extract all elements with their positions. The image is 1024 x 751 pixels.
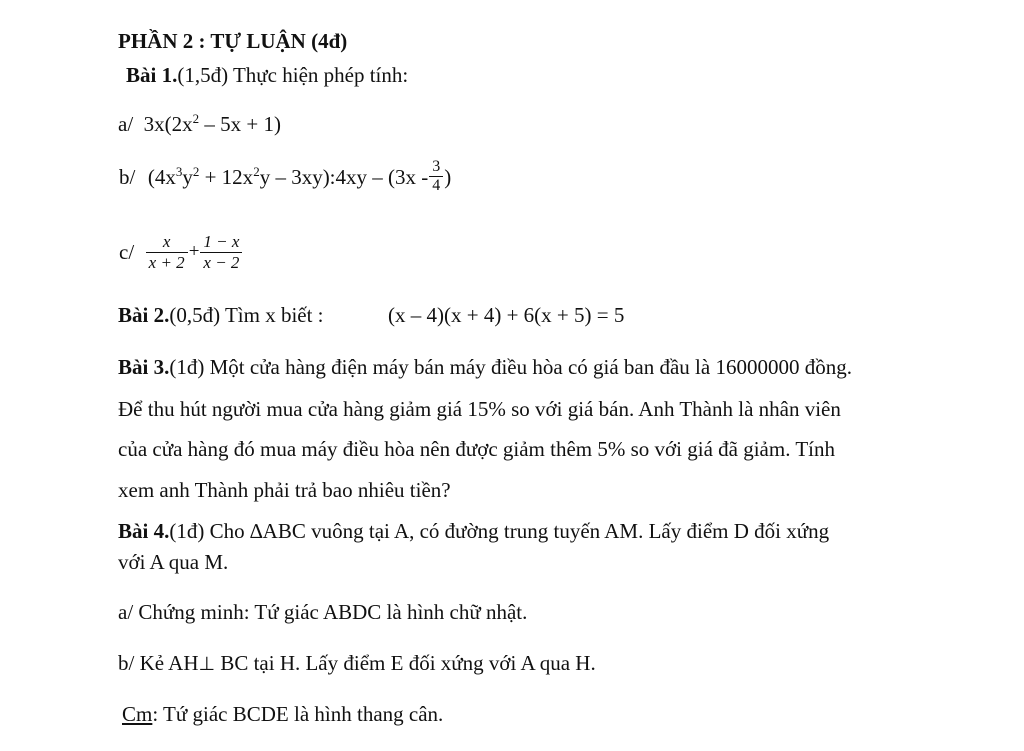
bai3-line4-text: xem anh Thành phải trả bao nhiêu tiền? <box>118 478 451 502</box>
bai3-line-2 <box>118 397 841 421</box>
bai1-heading <box>126 63 408 87</box>
bai4-a-text: a/ Chứng minh: Tứ giác ABDC là hình chữ nhật. <box>118 600 528 624</box>
bai1-c-label: c/ <box>119 239 135 264</box>
bai4-cm-text: : Tứ giác BCDE là hình thang cân. <box>152 702 444 726</box>
bai1-b-p4: y – 3xy):4xy – (3x - <box>259 164 429 189</box>
bai1-a-expr-end: – 5x + 1) <box>199 112 281 136</box>
bai3-line1-text: (1đ) Một cửa hàng điện máy bán máy điều hòa có giá ban đầu là 16000000 đồng. <box>169 355 852 379</box>
bai1-b-p5: ) <box>444 164 452 189</box>
bai1-b-label: b/ <box>119 164 136 189</box>
bai4-line2-text: với A qua M. <box>118 550 229 574</box>
bai1-b <box>118 158 452 196</box>
bai4-label: Bài 4. <box>118 519 170 543</box>
bai1-c-fraction-2 <box>200 232 242 272</box>
bai2-label: Bài 2. <box>118 303 170 327</box>
bai1-a-expr-start: 3x(2x <box>143 112 193 136</box>
bai2-equation <box>388 303 624 327</box>
bai1-b-p1: (4x <box>147 164 176 189</box>
bai1-a-exp: 2 <box>192 111 200 126</box>
bai1-points: (1,5đ) Thực hiện phép tính: <box>177 63 409 87</box>
bai1-a <box>118 112 281 136</box>
bai1-c-f1-num: x <box>162 232 171 251</box>
bai3-line2-text: Để thu hút người mua cửa hàng giảm giá 15% so với giá bán. Anh Thành là nhân viên <box>118 397 841 421</box>
bai4-cm-label: Cm <box>122 702 153 726</box>
bai4-line-1 <box>118 519 829 543</box>
bai4-line-2 <box>118 550 228 574</box>
bai1-b-frac-den: 4 <box>429 176 443 195</box>
bai1-label: Bài 1. <box>126 63 178 87</box>
bai2 <box>118 303 324 327</box>
bai4-b-start: b/ Kẻ AH <box>118 651 199 675</box>
bai3-line3-text: của cửa hàng đó mua máy điều hòa nên được giảm thêm 5% so với giá đã giảm. Tính <box>118 437 835 461</box>
bai1-c <box>118 232 242 272</box>
bai3-line-1 <box>118 355 852 379</box>
bai2-text: (0,5đ) Tìm x biết : <box>169 303 324 327</box>
bai1-c-f2-den: x − 2 <box>200 252 242 273</box>
bai1-c-fraction-1 <box>146 232 188 272</box>
bai1-b-fraction <box>429 158 443 196</box>
bai1-a-label: a/ <box>118 112 134 136</box>
bai4-b <box>118 651 596 676</box>
bai2-equation-text: (x – 4)(x + 4) + 6(x + 5) = 5 <box>388 303 625 327</box>
bai1-b-p3: + 12x <box>199 164 254 189</box>
bai1-b-e2: 2 <box>192 163 200 179</box>
perpendicular-symbol: ⊥ <box>198 653 216 675</box>
bai4-cm <box>122 702 443 726</box>
part-title-text: PHẦN 2 : TỰ LUẬN (4đ) <box>118 29 348 53</box>
bai1-c-f2-num: 1 − x <box>203 232 240 251</box>
bai1-b-frac-num: 3 <box>432 158 441 175</box>
bai3-line-4 <box>118 478 451 502</box>
bai4-b-end: BC tại H. Lấy điểm E đối xứng với A qua H. <box>215 651 596 675</box>
bai1-c-f1-den: x + 2 <box>146 252 188 273</box>
bai1-c-plus: + <box>188 241 200 263</box>
bai1-b-e3: 2 <box>253 163 260 179</box>
bai4-line1-text: (1đ) Cho ∆ABC vuông tại A, có đường trung tuyến AM. Lấy điểm D đối xứng <box>169 519 830 543</box>
bai1-b-e1: 3 <box>175 163 183 179</box>
bai3-label: Bài 3. <box>118 355 170 379</box>
bai4-a <box>118 600 527 624</box>
bai1-b-p2: y <box>182 164 193 189</box>
bai3-line-3 <box>118 437 835 461</box>
part-title <box>118 29 347 53</box>
